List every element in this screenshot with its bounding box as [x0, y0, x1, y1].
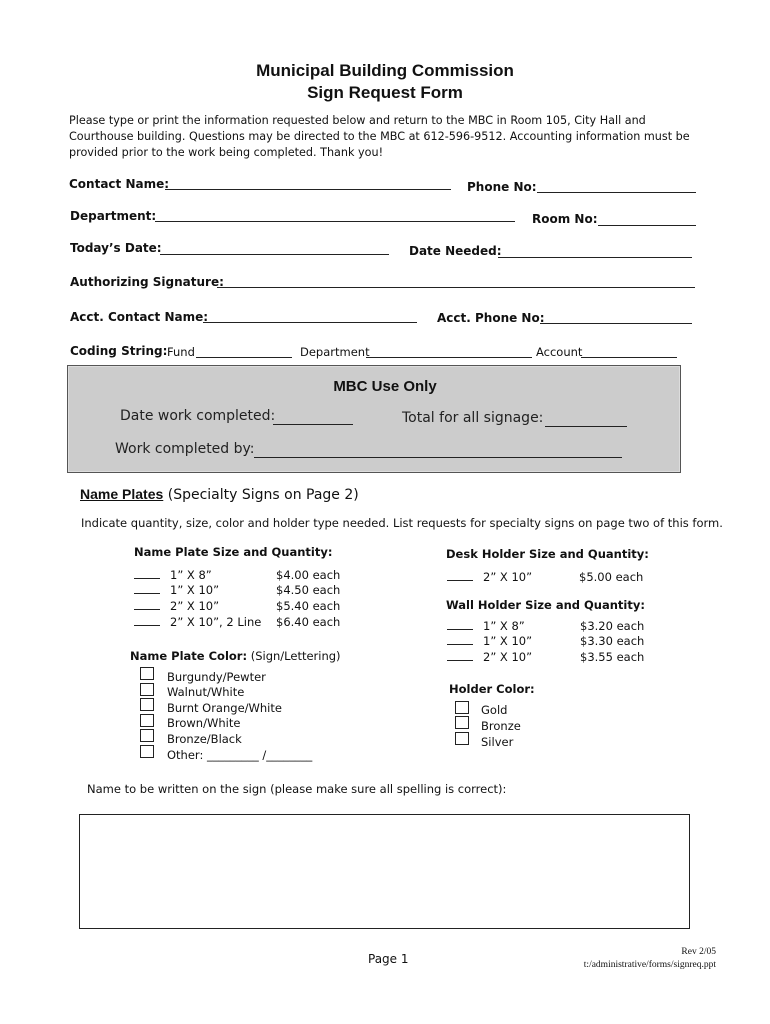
desk-option-price: $5.00 each	[579, 570, 644, 584]
form-title-line2: Sign Request Form	[307, 83, 463, 102]
date-needed-label: Date Needed:	[409, 244, 502, 258]
color-option-label: Bronze/Black	[167, 732, 242, 746]
todays-date-field[interactable]	[160, 254, 389, 255]
color-option-label: Brown/White	[167, 716, 241, 730]
room-no-field[interactable]	[598, 225, 696, 226]
mbc-use-only-title: MBC Use Only	[333, 378, 437, 395]
wall-holder-heading: Wall Holder Size and Quantity:	[446, 598, 645, 612]
wall-option-label: 1” X 8”	[483, 619, 525, 633]
size-option-label: 2” X 10”, 2 Line	[170, 615, 262, 629]
authorizing-signature-field[interactable]	[217, 287, 695, 288]
size-option-row[interactable]	[134, 583, 160, 597]
wall-option-price: $3.55 each	[580, 650, 645, 664]
color-checkbox[interactable]	[140, 698, 154, 711]
name-plate-color-heading	[130, 649, 341, 663]
color-checkbox[interactable]	[140, 667, 154, 680]
holder-color-heading: Holder Color:	[449, 682, 535, 696]
color-checkbox[interactable]	[140, 714, 154, 727]
quantity-blank[interactable]	[134, 599, 160, 610]
color-option-label: Burnt Orange/White	[167, 701, 282, 715]
coding-string-label: Coding String:	[70, 344, 168, 358]
color-checkbox[interactable]	[140, 683, 154, 696]
color-checkbox[interactable]	[140, 729, 154, 742]
size-option-label: 2” X 10”	[170, 599, 220, 613]
name-plates-title: Name Plates	[80, 486, 164, 502]
holder-color-checkbox[interactable]	[455, 732, 469, 745]
wall-option-row[interactable]	[447, 619, 473, 633]
holder-color-label: Gold	[481, 703, 508, 717]
quantity-blank[interactable]	[134, 568, 160, 579]
acct-contact-name-field[interactable]	[203, 322, 417, 323]
name-plate-color-sub: (Sign/Lettering)	[250, 649, 341, 663]
fund-label: Fund	[167, 345, 195, 359]
size-option-price: $6.40 each	[276, 615, 341, 629]
holder-color-checkbox[interactable]	[455, 716, 469, 729]
name-plates-instructions: Indicate quantity, size, color and holder type needed. List requests for specialty signs on page two of this form.	[81, 516, 723, 530]
fund-field[interactable]	[196, 357, 292, 358]
department-code-label: Department	[300, 345, 370, 359]
holder-color-checkbox[interactable]	[455, 701, 469, 714]
name-plate-size-heading: Name Plate Size and Quantity:	[134, 545, 333, 559]
color-option-other[interactable]: Other: _________ /________	[167, 748, 313, 762]
size-option-row[interactable]	[134, 615, 160, 629]
file-path: t:/administrative/forms/signreq.ppt	[583, 960, 716, 970]
acct-contact-name-label: Acct. Contact Name:	[70, 310, 209, 324]
color-checkbox[interactable]	[140, 745, 154, 758]
account-label: Account	[536, 345, 583, 359]
color-option-label: Burgundy/Pewter	[167, 670, 266, 684]
wall-option-label: 1” X 10”	[483, 634, 533, 648]
department-code-field[interactable]	[366, 357, 532, 358]
contact-name-label: Contact Name:	[69, 177, 170, 191]
phone-no-field[interactable]	[537, 192, 696, 193]
name-plates-heading	[80, 486, 359, 503]
authorizing-signature-label: Authorizing Signature:	[70, 275, 224, 289]
todays-date-label: Today’s Date:	[70, 241, 162, 255]
desk-option-label: 2” X 10”	[483, 570, 533, 584]
form-title-line1: Municipal Building Commission	[256, 61, 514, 80]
wall-option-price: $3.30 each	[580, 634, 645, 648]
quantity-blank[interactable]	[447, 570, 473, 581]
name-on-sign-instruction: Name to be written on the sign (please make sure all spelling is correct):	[87, 782, 507, 796]
desk-option-row[interactable]	[447, 570, 473, 584]
wall-option-label: 2” X 10”	[483, 650, 533, 664]
quantity-blank[interactable]	[447, 619, 473, 630]
size-option-label: 1” X 8”	[170, 568, 212, 582]
size-option-price: $4.50 each	[276, 583, 341, 597]
total-signage-field[interactable]	[545, 426, 627, 427]
quantity-blank[interactable]	[447, 650, 473, 661]
holder-color-label: Bronze	[481, 719, 521, 733]
quantity-blank[interactable]	[447, 634, 473, 645]
name-plate-color-title: Name Plate Color:	[130, 649, 248, 663]
size-option-row[interactable]	[134, 568, 160, 582]
wall-option-price: $3.20 each	[580, 619, 645, 633]
size-option-row[interactable]	[134, 599, 160, 613]
size-option-label: 1” X 10”	[170, 583, 220, 597]
color-option-label: Walnut/White	[167, 685, 245, 699]
date-work-completed-label: Date work completed:	[120, 408, 276, 424]
holder-color-label: Silver	[481, 735, 514, 749]
room-no-label: Room No:	[532, 212, 598, 226]
phone-no-label: Phone No:	[467, 180, 537, 194]
work-completed-by-field[interactable]	[254, 457, 622, 458]
revision-label: Rev 2/05	[681, 947, 716, 957]
work-completed-by-label: Work completed by:	[115, 441, 255, 457]
date-needed-field[interactable]	[498, 257, 692, 258]
acct-phone-no-field[interactable]	[540, 323, 692, 324]
name-plates-subtitle: (Specialty Signs on Page 2)	[167, 487, 359, 503]
wall-option-row[interactable]	[447, 650, 473, 664]
name-on-sign-textbox[interactable]	[79, 814, 690, 929]
contact-name-field[interactable]	[165, 189, 451, 190]
size-option-price: $5.40 each	[276, 599, 341, 613]
quantity-blank[interactable]	[134, 615, 160, 626]
intro-text: Please type or print the information requested below and return to the MBC in Room 105, City Hall and Courthouse building. Questions may be directed to the MBC at 612-596-9512. Accounting information must be provided prior to the work being completed. Thank you!	[69, 114, 690, 159]
account-field[interactable]	[581, 357, 677, 358]
page-number: Page 1	[368, 952, 409, 966]
quantity-blank[interactable]	[134, 583, 160, 594]
acct-phone-no-label: Acct. Phone No:	[437, 311, 545, 325]
date-work-completed-field[interactable]	[273, 424, 353, 425]
department-field[interactable]	[155, 221, 515, 222]
desk-holder-heading: Desk Holder Size and Quantity:	[446, 547, 649, 561]
wall-option-row[interactable]	[447, 634, 473, 648]
department-label: Department:	[70, 209, 157, 223]
total-signage-label: Total for all signage:	[402, 410, 544, 426]
size-option-price: $4.00 each	[276, 568, 341, 582]
